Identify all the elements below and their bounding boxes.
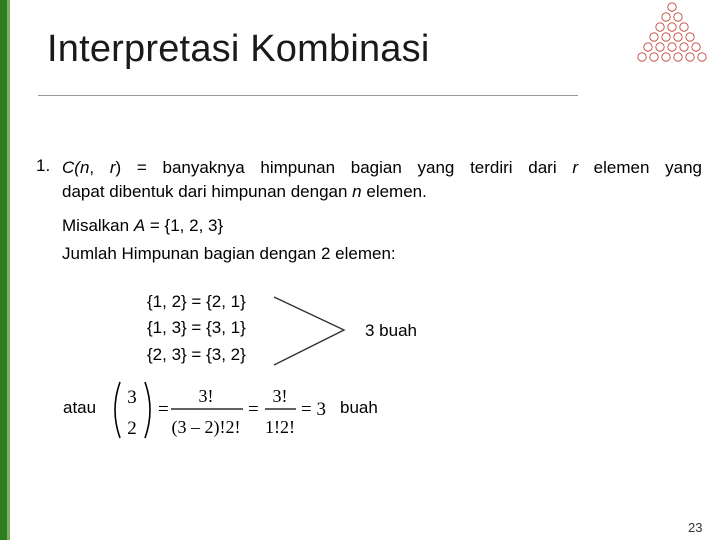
page-number: 23 (688, 520, 703, 535)
pascal-cell (662, 13, 670, 21)
definition-text (62, 156, 702, 204)
pascal-cell (668, 43, 676, 51)
equals-3: = 3 (301, 399, 326, 420)
pascal-cell (692, 43, 700, 51)
formula-suffix: buah (340, 398, 378, 417)
equals-2: = (248, 399, 259, 420)
pascal-cell (650, 33, 658, 41)
pascal-cell (662, 53, 670, 61)
formula-prefix: atau (63, 398, 97, 417)
pascal-cell (674, 53, 682, 61)
binom-right-paren (145, 382, 150, 438)
definition-end: elemen yang (577, 158, 702, 177)
pascal-cell (638, 53, 646, 61)
pascal-cell (668, 23, 676, 31)
binom-top: 3 (127, 387, 137, 408)
pascal-cell (680, 43, 688, 51)
subset-2: {1, 3} = {3, 1} (147, 318, 246, 337)
r-symbol-2: r (572, 158, 578, 177)
equals-1: = (158, 399, 169, 420)
comma: , (89, 158, 110, 177)
example-line-1 (62, 215, 223, 237)
frac1-numerator: 3! (198, 386, 214, 406)
binom-left-paren (115, 382, 120, 438)
c-symbol: C( (62, 158, 80, 177)
grouping-chevron-icon (272, 293, 352, 373)
frac2-denominator: 1!2! (265, 417, 295, 437)
pascal-cell (680, 23, 688, 31)
pascal-cell (650, 53, 658, 61)
list-number: 1. (36, 156, 51, 175)
pascal-cell (644, 43, 652, 51)
pascal-cell (686, 53, 694, 61)
a-symbol: A (133, 216, 146, 235)
subset-3: {2, 3} = {3, 2} (147, 345, 246, 364)
frac2-numerator: 3! (272, 386, 288, 406)
pascal-cell (662, 33, 670, 41)
definition-line-1 (62, 156, 702, 180)
example-line-2: Jumlah Himpunan bagian dengan 2 elemen: (62, 244, 396, 263)
slide-title: Interpretasi Kombinasi (47, 28, 430, 70)
subset-count: 3 buah (365, 321, 417, 340)
definition-line-2-pre: dapat dibentuk dari himpunan dengan (62, 182, 353, 201)
title-divider (38, 95, 578, 96)
pascal-cell (656, 23, 664, 31)
pascal-cell (698, 53, 706, 61)
example-prefix: Misalkan (62, 216, 134, 235)
example-set: = {1, 2, 3} (145, 216, 224, 235)
subset-1: {1, 2} = {2, 1} (147, 292, 246, 311)
pascal-triangle-icon (624, 2, 720, 64)
pascal-cell (656, 43, 664, 51)
left-accent-bar (0, 0, 7, 540)
frac1-denominator: (3 – 2)!2! (171, 417, 241, 437)
pascal-cell (674, 13, 682, 21)
combination-formula (60, 378, 420, 442)
definition-mid: ) = banyaknya himpunan bagian yang terdiri dari (115, 158, 573, 177)
n-symbol: n (79, 158, 90, 177)
left-accent-bar-light (7, 0, 10, 540)
pascal-cell (668, 3, 676, 11)
n-symbol-2: n (352, 182, 362, 201)
binom-bottom: 2 (127, 418, 137, 439)
pascal-cell (686, 33, 694, 41)
definition-line-2 (62, 182, 427, 201)
definition-line-2-post: elemen. (361, 182, 427, 201)
r-symbol: r (109, 158, 116, 177)
pascal-cell (674, 33, 682, 41)
